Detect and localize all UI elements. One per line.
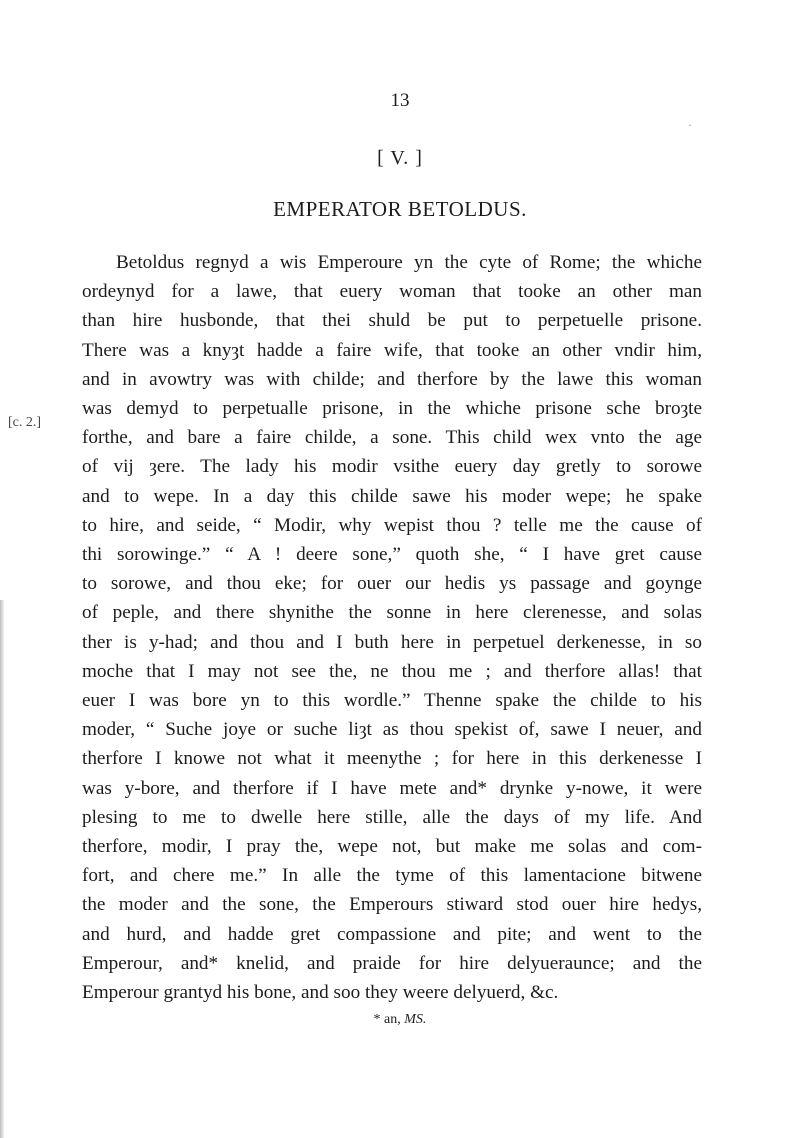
body-text — [82, 248, 702, 1007]
text-line: and hurd, and hadde gret compassione and pite; and went to the — [82, 923, 702, 945]
margin-note: [c. 2.] — [8, 415, 42, 430]
text-line: was demyd to perpetualle prisone, in the whiche prisone sche broȝte — [82, 398, 702, 420]
text-line: plesing to me to dwelle here stille, alle the days of my life. And — [82, 806, 702, 828]
text-line: euer I was bore yn to this wordle.” Thenne spake the childe to his — [82, 690, 702, 712]
text-line: There was a knyȝt hadde a faire wife, that tooke an other vndir him, — [82, 339, 702, 361]
page-edge-shadow — [0, 600, 4, 1138]
text-line: of peple, and there shynithe the sonne in here clerenesse, and solas — [82, 602, 702, 624]
text-line: Betoldus regnyd a wis Emperoure yn the cyte of Rome; the whiche — [116, 252, 702, 273]
text-line: of vij ȝere. The lady his modir vsithe euery day gretly to sorowe — [82, 456, 702, 478]
text-line: thi sorowinge.” “ A ! deere sone,” quoth she, “ I have gret cause — [82, 544, 702, 566]
text-line: than hire husbonde, that thei shuld be put to perpetuelle prisone. — [82, 310, 702, 332]
page-number: 13 — [390, 90, 410, 111]
text-line: was y-bore, and therfore if I have mete and* drynke y-nowe, it were — [82, 777, 702, 799]
section-marker: [ V. ] — [377, 147, 423, 169]
footnote-italic: MS. — [404, 1012, 427, 1027]
footnote-text: * an, — [373, 1012, 401, 1027]
text-line: and in avowtry was with childe; and therfore by the lawe this woman — [82, 368, 702, 390]
footnote — [0, 1012, 800, 1028]
chapter-title: EMPERATOR BETOLDUS. — [273, 197, 527, 221]
text-line: therfore I knowe not what it meenythe ; for here in this derkenesse I — [82, 748, 702, 770]
text-line: the moder and the sone, the Emperours stiward stod ouer hire hedys, — [82, 894, 702, 916]
text-line: fort, and chere me.” In alle the tyme of this lamentacione bitwene — [82, 865, 702, 887]
text-line: moder, “ Suche joye or suche liȝt as thou spekist of, sawe I neuer, and — [82, 719, 702, 741]
text-line: and to wepe. In a day this childe sawe his moder wepe; he spake — [82, 485, 702, 507]
text-line: to hire, and seide, “ Modir, why wepist thou ? telle me the cause of — [82, 514, 702, 536]
text-line: Emperour, and* knelid, and praide for hire delyueraunce; and the — [82, 952, 702, 974]
ink-speck: · — [688, 118, 692, 132]
text-line: ordeynyd for a lawe, that euery woman that tooke an other man — [82, 281, 702, 303]
text-line: Emperour grantyd his bone, and soo they weere delyuerd, &c. — [82, 982, 559, 1004]
text-line: to sorowe, and thou eke; for ouer our hedis ys passage and goynge — [82, 573, 702, 595]
text-line: ther is y-had; and thou and I buth here in perpetuel derkenesse, in so — [82, 631, 702, 653]
text-line: therfore, modir, I pray the, wepe not, but make me solas and com- — [82, 836, 702, 858]
text-line: moche that I may not see the, ne thou me ; and therfore allas! that — [82, 660, 702, 682]
text-line: forthe, and bare a faire childe, a sone. This child wex vnto the age — [82, 427, 702, 449]
